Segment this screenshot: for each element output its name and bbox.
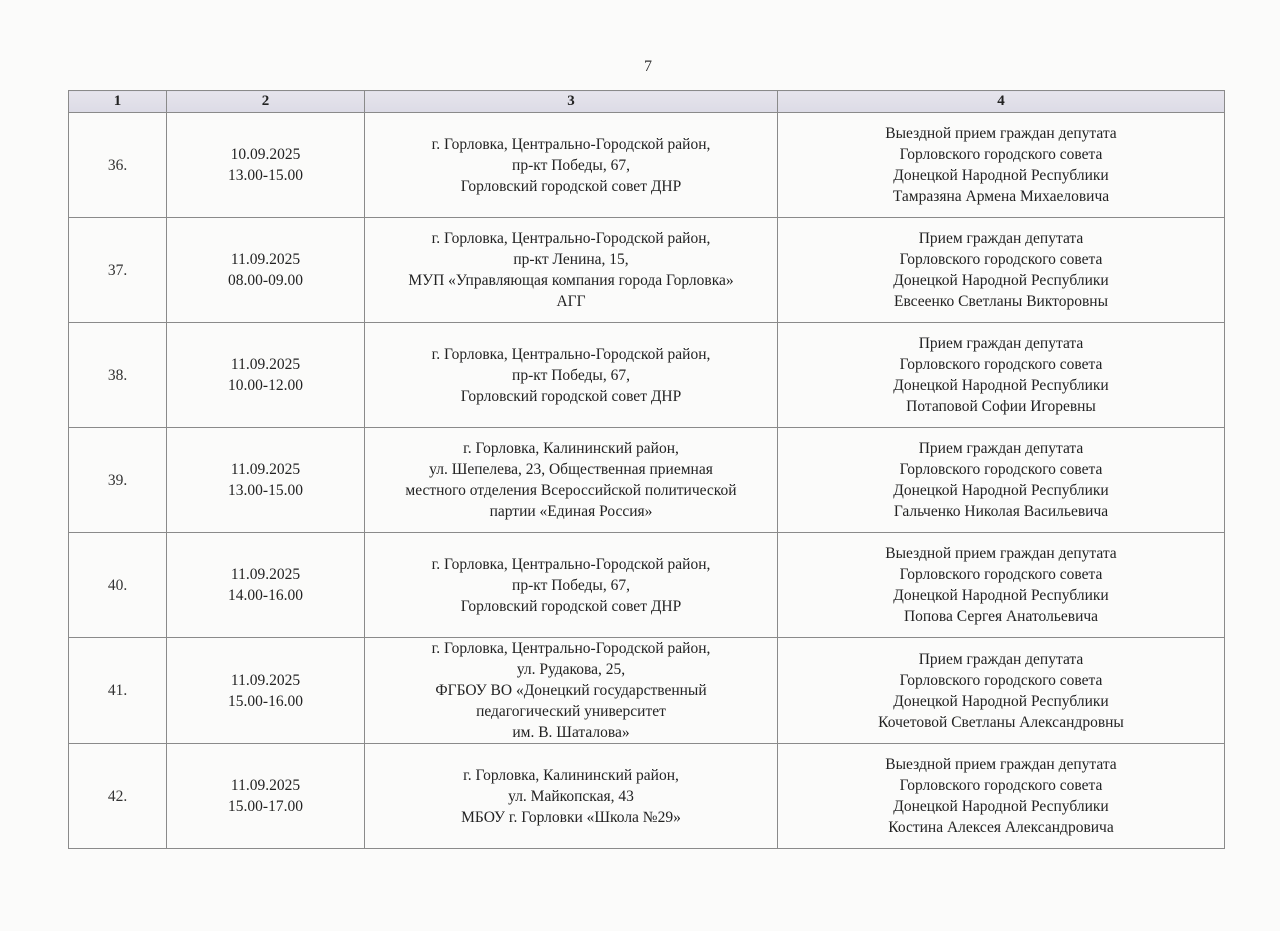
row-number: 38.	[107, 366, 128, 384]
date: 11.09.2025	[230, 671, 301, 689]
event-line: Кочетовой Светланы Александровны	[878, 713, 1124, 731]
column-header: 3	[365, 91, 778, 113]
event-cell	[778, 533, 1225, 638]
time: 10.00-12.00	[228, 377, 303, 394]
date-time-cell	[167, 218, 365, 323]
event-line: Горловского городского совета	[899, 777, 1103, 794]
date-time-cell	[167, 744, 365, 849]
event-line: Горловского городского совета	[899, 251, 1103, 268]
date-time-cell	[167, 113, 365, 218]
event-line: Донецкой Народной Республики	[893, 692, 1109, 710]
place-line: Горловский городской совет ДНР	[460, 177, 682, 195]
event-line: Прием граждан депутата	[918, 440, 1084, 457]
time: 08.00-09.00	[228, 272, 303, 289]
column-header: 4	[778, 91, 1225, 113]
table-row	[69, 323, 1225, 428]
event-cell	[778, 113, 1225, 218]
place-line: пр-кт Победы, 67,	[512, 156, 630, 174]
row-number-cell	[69, 323, 167, 428]
place-cell	[365, 428, 778, 533]
place-line: им. В. Шаталова»	[512, 724, 630, 741]
place-line: пр-кт Победы, 67,	[512, 576, 630, 594]
event-cell	[778, 218, 1225, 323]
event-cell	[778, 638, 1225, 744]
event-line: Костина Алексея Александровича	[888, 819, 1114, 836]
date: 11.09.2025	[230, 777, 301, 794]
date: 11.09.2025	[230, 461, 301, 478]
event-line: Потаповой Софии Игоревны	[906, 398, 1096, 415]
place-line: МУП «Управляющая компания города Горловка»	[408, 272, 734, 289]
event-line: Донецкой Народной Республики	[893, 482, 1109, 499]
date-time-cell	[167, 323, 365, 428]
place-line: ФГБОУ ВО «Донецкий государственный	[435, 682, 707, 699]
event-line: Евсеенко Светланы Викторовны	[893, 293, 1109, 310]
event-line: Донецкой Народной Республики	[893, 587, 1109, 604]
event-line: Гальченко Николая Васильевича	[893, 503, 1109, 520]
table-row	[69, 744, 1225, 849]
date-time-cell	[167, 533, 365, 638]
event-line: Прием граждан депутата	[918, 335, 1084, 352]
date-time-cell	[167, 638, 365, 744]
row-number: 39.	[107, 471, 128, 489]
page-number: 7	[644, 58, 652, 75]
event-line: Выездной прием граждан депутата	[885, 545, 1117, 562]
header-row	[69, 91, 1225, 113]
event-line: Горловского городского совета	[899, 566, 1103, 583]
place-line: г. Горловка, Центрально-Городской район,	[431, 230, 711, 247]
event-line: Донецкой Народной Республики	[893, 377, 1109, 394]
date: 11.09.2025	[230, 356, 301, 373]
place-line: пр-кт Ленина, 15,	[513, 251, 629, 268]
row-number-cell	[69, 533, 167, 638]
place-cell	[365, 744, 778, 849]
date: 11.09.2025	[230, 566, 301, 583]
table-row	[69, 218, 1225, 323]
place-line: Горловский городской совет ДНР	[460, 597, 682, 615]
place-cell	[365, 113, 778, 218]
row-number-cell	[69, 113, 167, 218]
event-cell	[778, 323, 1225, 428]
time: 15.00-17.00	[228, 798, 303, 815]
event-line: Попова Сергея Анатольевича	[903, 608, 1099, 625]
place-line: г. Горловка, Центрально-Городской район,	[431, 345, 711, 363]
place-line: г. Горловка, Центрально-Городской район,	[431, 640, 711, 657]
row-number-cell	[69, 218, 167, 323]
time: 13.00-15.00	[228, 482, 303, 499]
place-cell	[365, 533, 778, 638]
place-line: пр-кт Победы, 67,	[512, 366, 630, 384]
place-line: педагогический университет	[476, 703, 666, 720]
event-line: Горловского городского совета	[899, 146, 1103, 163]
place-line: АГГ	[556, 293, 586, 310]
time: 13.00-15.00	[228, 167, 303, 184]
place-line: г. Горловка, Центрально-Городской район,	[431, 555, 711, 573]
date: 10.09.2025	[230, 146, 301, 163]
place-cell	[365, 218, 778, 323]
time: 15.00-16.00	[228, 692, 303, 710]
event-line: Донецкой Народной Республики	[893, 798, 1109, 815]
table-row	[69, 638, 1225, 744]
event-cell	[778, 428, 1225, 533]
table-row	[69, 428, 1225, 533]
event-line: Прием граждан депутата	[918, 230, 1084, 247]
event-line: Донецкой Народной Республики	[893, 272, 1109, 289]
schedule-table	[68, 90, 1225, 849]
row-number: 40.	[107, 576, 128, 594]
event-cell	[778, 744, 1225, 849]
place-line: ул. Рудакова, 25,	[516, 661, 626, 678]
place-line: ул. Майкопская, 43	[508, 787, 634, 805]
place-line: г. Горловка, Калининский район,	[463, 766, 679, 784]
row-number-cell	[69, 744, 167, 849]
event-line: Горловского городского совета	[899, 356, 1103, 373]
row-number-cell	[69, 428, 167, 533]
row-number: 41.	[107, 682, 128, 699]
event-line: Прием граждан депутата	[918, 650, 1084, 668]
event-line: Донецкой Народной Республики	[893, 167, 1109, 184]
place-line: г. Горловка, Калининский район,	[463, 440, 679, 457]
place-cell	[365, 638, 778, 744]
column-header: 1	[69, 91, 167, 113]
event-line: Тамразяна Армена Михаеловича	[892, 188, 1110, 205]
table-row	[69, 113, 1225, 218]
time: 14.00-16.00	[228, 587, 303, 604]
event-line: Горловского городского совета	[899, 671, 1103, 689]
event-line: Выездной прием граждан депутата	[885, 125, 1117, 142]
place-line: ул. Шепелева, 23, Общественная приемная	[429, 461, 713, 478]
date: 11.09.2025	[230, 251, 301, 268]
date-time-cell	[167, 428, 365, 533]
place-line: местного отделения Всероссийской политической	[405, 482, 737, 499]
place-line: г. Горловка, Центрально-Городской район,	[431, 135, 711, 153]
event-line: Горловского городского совета	[899, 461, 1103, 478]
place-cell	[365, 323, 778, 428]
row-number: 36.	[107, 156, 128, 174]
column-header: 2	[167, 91, 365, 113]
place-line: партии «Единая Россия»	[489, 503, 653, 520]
row-number: 42.	[107, 787, 128, 805]
place-line: МБОУ г. Горловки «Школа №29»	[461, 808, 681, 826]
row-number-cell	[69, 638, 167, 744]
place-line: Горловский городской совет ДНР	[460, 387, 682, 405]
event-line: Выездной прием граждан депутата	[885, 756, 1117, 773]
table-row	[69, 533, 1225, 638]
row-number: 37.	[107, 261, 128, 279]
